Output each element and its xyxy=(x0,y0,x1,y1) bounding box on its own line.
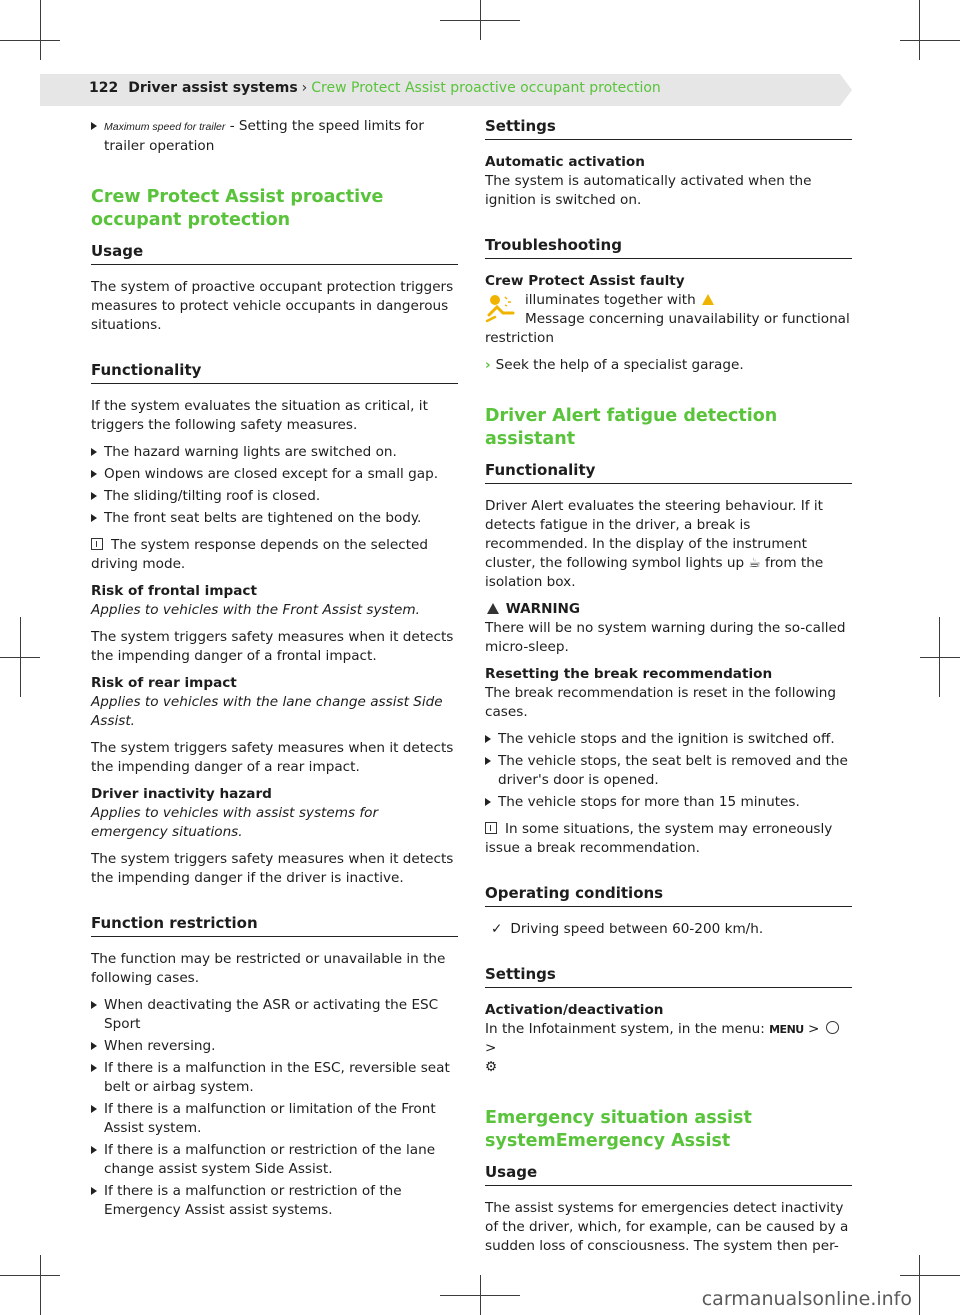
activation-block xyxy=(485,1001,852,1077)
crop-mark xyxy=(0,40,60,41)
paragraph: The assist systems for emergencies detect inactivity of the driver, which, for example, can be caused by a sudden loss of consciousness. The system then per- xyxy=(485,1200,849,1254)
crop-mark xyxy=(919,0,920,60)
header-band-tip xyxy=(840,74,852,106)
check-icon: ✓ xyxy=(491,921,503,937)
warning-block xyxy=(485,600,852,657)
paragraph: The function may be restricted or unavailable in the following cases. xyxy=(91,951,446,986)
paragraph-text: The system is automatically activated when the ignition is switched on. xyxy=(485,173,812,208)
subheading: Driver inactivity hazard xyxy=(91,786,272,802)
warning-triangle-icon xyxy=(702,294,714,305)
list-item: The sliding/tilting roof is closed. xyxy=(91,487,458,506)
list-item: If there is a malfunction or limitation of the Front Assist system. xyxy=(91,1100,458,1138)
warning-label: WARNING xyxy=(505,601,581,617)
heading-crew-protect: Crew Protect Assist proactive occupant protection xyxy=(91,187,384,230)
page-header xyxy=(89,80,661,96)
crop-mark xyxy=(900,40,960,41)
faulty-line-2: Message concerning unavailability or functional restriction xyxy=(485,311,850,346)
note-text: The system response depends on the selected driving mode. xyxy=(91,537,429,572)
paragraph: The system triggers safety measures when it detects the impending danger of a frontal impact. xyxy=(91,629,454,664)
faulty-block xyxy=(485,272,852,348)
crop-mark xyxy=(920,657,960,658)
coffee-cup-icon: ☕ xyxy=(748,555,761,571)
paragraph: The system triggers safety measures when it detects the impending danger if the driver is inactive. xyxy=(91,851,454,886)
heading-operating-conditions: Operating conditions xyxy=(485,884,852,907)
list-item: The vehicle stops, the seat belt is removed and the driver's door is opened. xyxy=(485,752,852,790)
crop-mark xyxy=(480,1275,481,1315)
chevron-right-icon: › xyxy=(485,357,491,373)
heading-emergency-assist: Emergency situation assist systemEmergency Assist xyxy=(485,1108,752,1151)
menu-icon: MENU xyxy=(769,1023,804,1036)
subheading: Risk of frontal impact xyxy=(91,583,257,599)
list-item xyxy=(91,117,458,156)
list-item: Open windows are closed except for a small gap. xyxy=(91,465,458,484)
breadcrumb-separator: › xyxy=(301,80,308,96)
left-column xyxy=(91,117,458,1228)
reset-list xyxy=(485,730,852,812)
list-item: If there is a malfunction or restriction of the Emergency Assist assist systems. xyxy=(91,1182,458,1220)
inactivity-block xyxy=(91,785,458,842)
subheading: Automatic activation xyxy=(485,154,645,170)
paragraph-text: In the Infotainment system, in the menu: xyxy=(485,1021,765,1037)
crop-mark xyxy=(939,617,940,697)
list-item: The vehicle stops and the ignition is switched off. xyxy=(485,730,852,749)
applies-text: Applies to vehicles with assist systems for emergency situations. xyxy=(91,805,379,840)
note-icon xyxy=(485,822,497,834)
subheading: Activation/deactivation xyxy=(485,1002,664,1018)
heading-functionality: Functionality xyxy=(91,361,458,384)
car-settings-icon: ⚙ xyxy=(485,1059,498,1075)
applies-text: Applies to vehicles with the lane change assist Side Assist. xyxy=(91,694,443,729)
paragraph: The system of proactive occupant protection triggers measures to protect vehicle occupants in dangerous situations. xyxy=(91,279,454,333)
applies-text: Applies to vehicles with the Front Assist system. xyxy=(91,602,420,618)
faulty-line-1: illuminates together with xyxy=(525,292,696,308)
list-item: If there is a malfunction or restriction of the lane change assist system Side Assist. xyxy=(91,1141,458,1179)
crop-mark xyxy=(480,0,481,40)
list-item-text: - Setting the speed limits for trailer operation xyxy=(104,118,424,154)
heading-functionality: Functionality xyxy=(485,461,852,484)
breadcrumb: Crew Protect Assist proactive occupant protection xyxy=(311,80,661,96)
paragraph-text: Driver Alert evaluates the steering behaviour. If it detects fatigue in the driver, a break is recommended. In the display of the instrument cluster, the following symbol lights up xyxy=(485,498,823,571)
safety-measures-list xyxy=(91,443,458,528)
action-step xyxy=(485,356,852,375)
list-item: The hazard warning lights are switched on. xyxy=(91,443,458,462)
reset-block xyxy=(485,665,852,722)
paragraph: If the system evaluates the situation as critical, it triggers the following safety measures. xyxy=(91,398,428,433)
crop-mark xyxy=(919,1255,920,1315)
heading-usage: Usage xyxy=(91,242,458,265)
heading-troubleshooting: Troubleshooting xyxy=(485,236,852,259)
intro-list xyxy=(91,117,458,156)
action-text: Seek the help of a specialist garage. xyxy=(495,357,744,373)
note-icon xyxy=(91,538,103,550)
heading-settings: Settings xyxy=(485,117,852,140)
crop-mark xyxy=(40,1255,41,1315)
paragraph xyxy=(485,497,852,592)
assist-settings-icon xyxy=(826,1021,839,1034)
note-text: In some situations, the system may erroneously issue a break recommendation. xyxy=(485,821,833,856)
list-item: The vehicle stops for more than 15 minutes. xyxy=(485,793,852,812)
list-item: If there is a malfunction in the ESC, reversible seat belt or airbag system. xyxy=(91,1059,458,1097)
warning-title xyxy=(485,600,852,619)
section-title: Driver assist systems xyxy=(128,80,298,96)
crop-mark xyxy=(900,1275,960,1276)
crop-mark xyxy=(20,617,21,697)
restriction-list xyxy=(91,996,458,1220)
heading-usage: Usage xyxy=(485,1163,852,1186)
page-number: 122 xyxy=(89,80,119,96)
heading-driver-alert: Driver Alert fatigue detection assistant xyxy=(485,406,778,449)
control-label: Maximum speed for trailer xyxy=(104,121,226,133)
paragraph-text: The break recommendation is reset in the following cases. xyxy=(485,685,837,720)
warning-text: There will be no system warning during the so-called micro-sleep. xyxy=(485,620,846,655)
condition xyxy=(485,920,852,939)
rear-impact-block xyxy=(91,674,458,731)
condition-text: Driving speed between 60-200 km/h. xyxy=(510,921,764,937)
note xyxy=(485,820,852,858)
auto-activation-block xyxy=(485,153,852,210)
paragraph-text: from the isolation box. xyxy=(485,555,824,590)
frontal-impact-block xyxy=(91,582,458,620)
subheading: Risk of rear impact xyxy=(91,675,237,691)
right-column xyxy=(485,117,852,1264)
list-item: When deactivating the ASR or activating the ESC Sport xyxy=(91,996,458,1034)
crop-mark xyxy=(0,1275,60,1276)
menu-separator: > xyxy=(485,1040,497,1056)
list-item: When reversing. xyxy=(91,1037,458,1056)
warning-icon xyxy=(487,603,499,614)
subheading: Resetting the break recommendation xyxy=(485,666,773,682)
watermark: carmanualsonline.info xyxy=(701,1288,912,1310)
crop-mark xyxy=(40,0,41,60)
heading-function-restriction: Function restriction xyxy=(91,914,458,937)
note xyxy=(91,536,458,574)
heading-settings-2: Settings xyxy=(485,965,852,988)
crew-protect-icon xyxy=(485,293,517,325)
list-item: The front seat belts are tightened on the body. xyxy=(91,509,458,528)
subheading: Crew Protect Assist faulty xyxy=(485,273,685,289)
paragraph: The system triggers safety measures when it detects the impending danger of a rear impact. xyxy=(91,740,454,775)
menu-separator: > xyxy=(808,1021,820,1037)
